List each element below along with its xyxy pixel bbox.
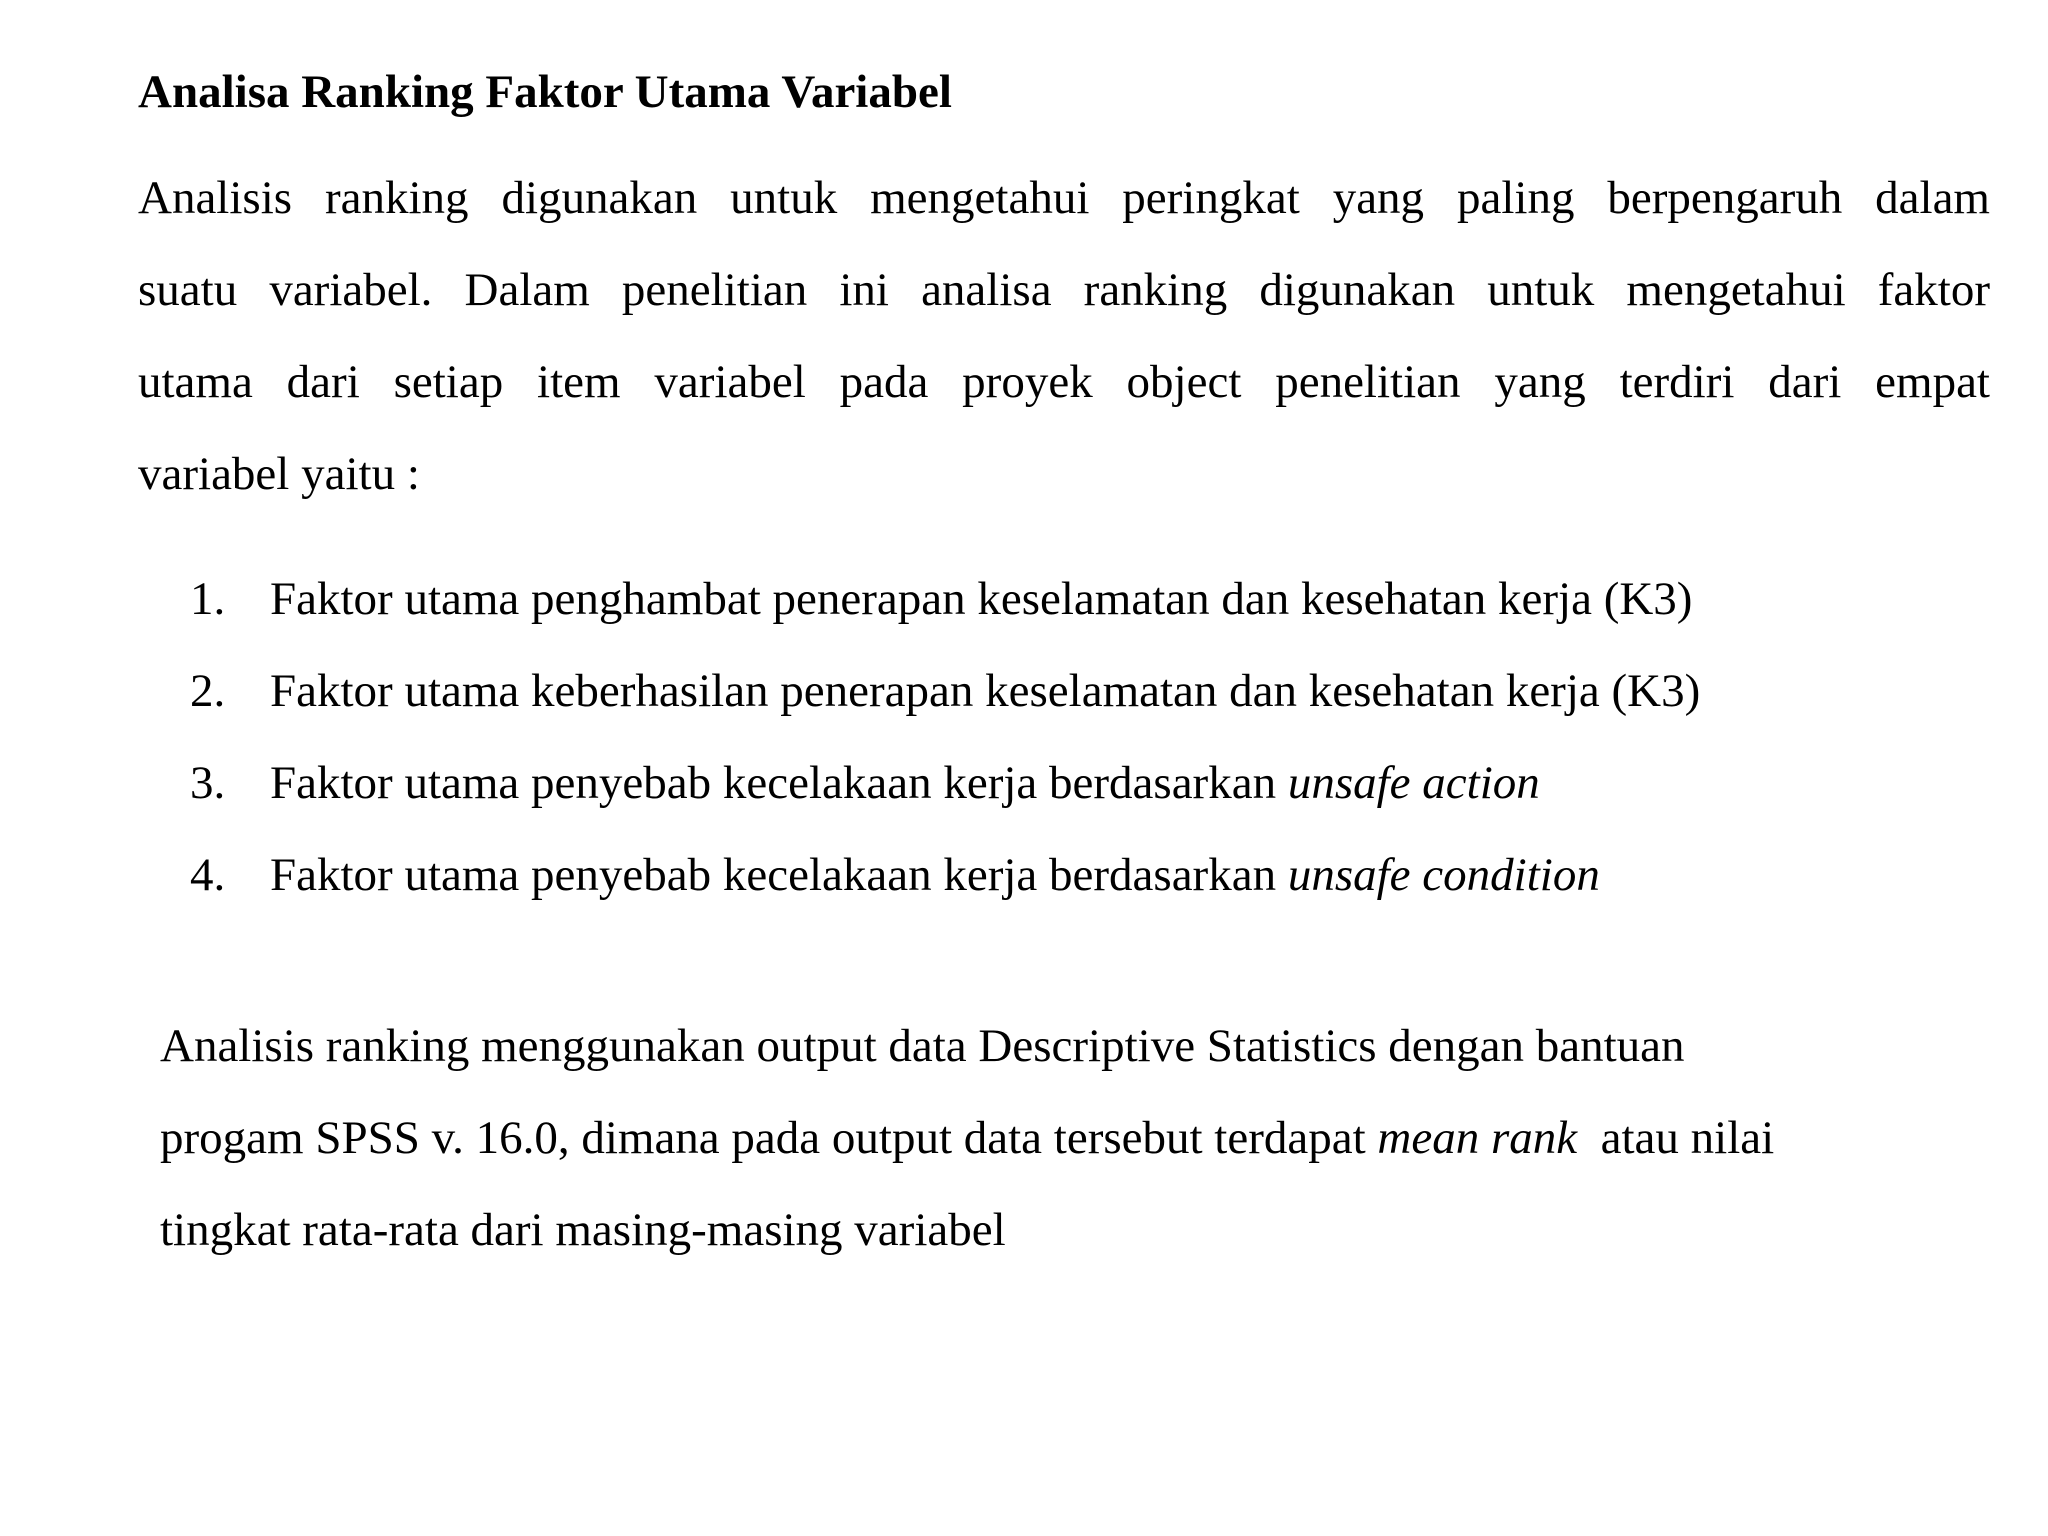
- list-text: Faktor utama penyebab kecelakaan kerja berdasarkan: [270, 757, 1288, 809]
- list-text: Faktor utama keberhasilan penerapan keselamatan dan kesehatan kerja (K3): [270, 665, 1701, 717]
- paragraph-line: suatu variabel. Dalam penelitian ini analisa ranking digunakan untuk mengetahui faktor: [138, 264, 1990, 316]
- list-item: [190, 553, 1700, 645]
- list-text: Faktor utama penghambat penerapan keselamatan dan kesehatan kerja (K3): [270, 573, 1693, 625]
- paragraph-line: Analisis ranking digunakan untuk mengetahui peringkat yang paling berpengaruh dalam: [138, 172, 1990, 224]
- list-item: [190, 737, 1700, 829]
- list-number: 2.: [190, 665, 226, 717]
- list-item: [190, 829, 1700, 921]
- list-italic-term: unsafe action: [1287, 757, 1540, 809]
- paragraph-line: Analisis ranking menggunakan output data Descriptive Statistics dengan bantuan: [160, 1020, 1685, 1072]
- list-text: Faktor utama penyebab kecelakaan kerja berdasarkan: [270, 849, 1288, 901]
- paragraph-text: progam SPSS v. 16.0, dimana pada output data tersebut terdapat: [160, 1112, 1378, 1164]
- variable-list: [190, 553, 1700, 921]
- paragraph-line: utama dari setiap item variabel pada proyek object penelitian yang terdiri dari empat: [138, 356, 1990, 408]
- section-heading: Analisa Ranking Faktor Utama Variabel: [138, 66, 952, 118]
- list-item: [190, 645, 1700, 737]
- spss-paragraph: [160, 1000, 1960, 1276]
- paragraph-line: tingkat rata-rata dari masing-masing variabel: [160, 1204, 1006, 1256]
- intro-paragraph: [138, 152, 1990, 520]
- paragraph-line: [160, 1092, 1960, 1184]
- list-italic-term: unsafe condition: [1287, 849, 1600, 901]
- paragraph-line: variabel yaitu :: [138, 448, 420, 500]
- list-number: 1.: [190, 573, 226, 625]
- paragraph-text: atau nilai: [1577, 1112, 1775, 1164]
- mean-rank-term: mean rank: [1377, 1112, 1578, 1164]
- list-number: 4.: [190, 849, 226, 901]
- list-number: 3.: [190, 757, 226, 809]
